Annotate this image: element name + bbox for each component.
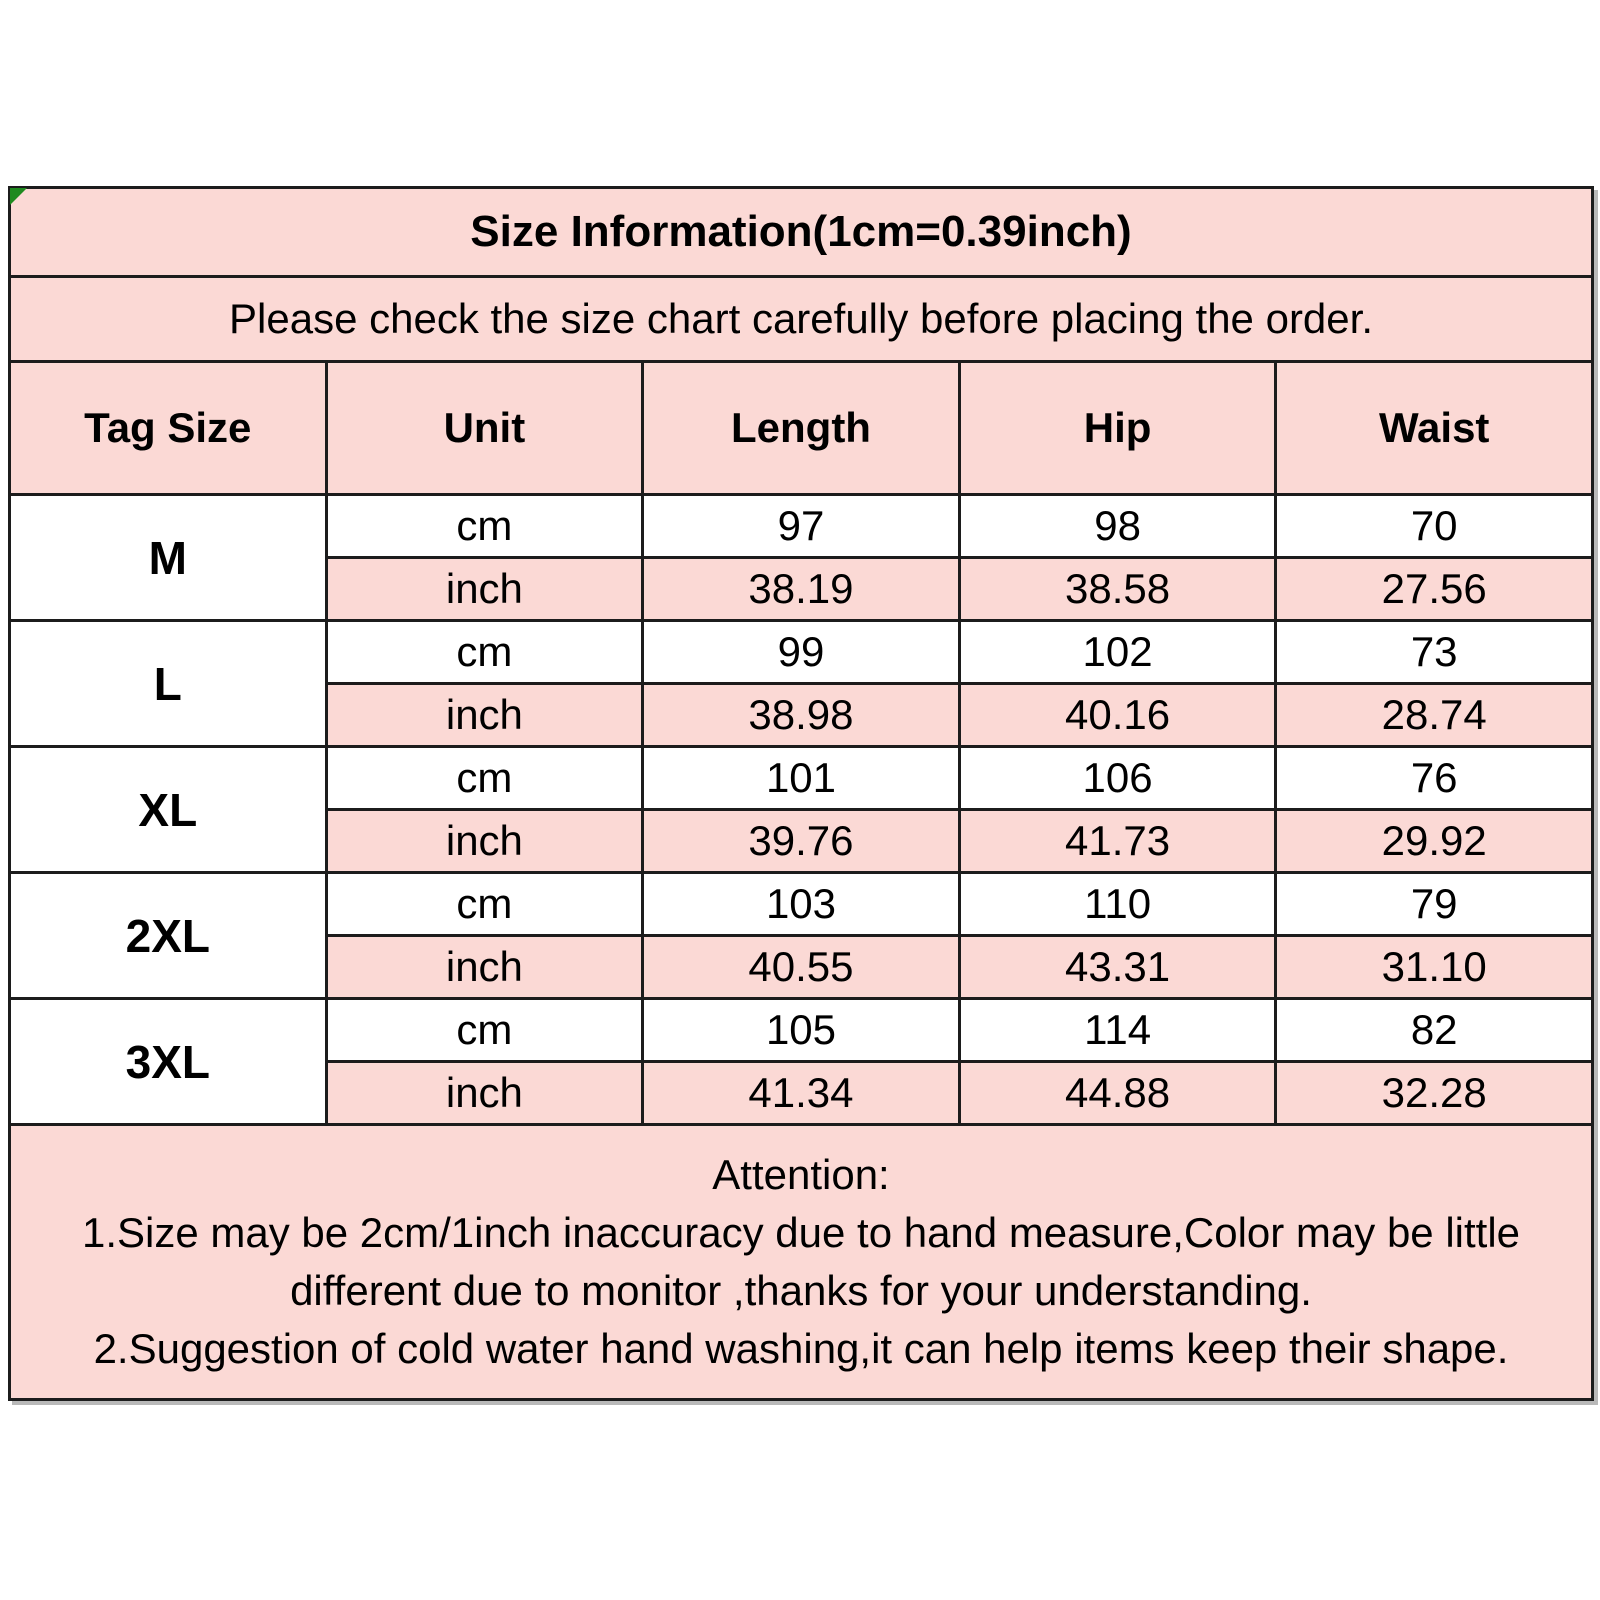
attention-row (10, 1125, 1593, 1400)
table-row-3xl-cm (10, 999, 1593, 1062)
unit-cell: inch (326, 1062, 643, 1125)
unit-cell: cm (326, 873, 643, 936)
tag-size-cell: XL (10, 747, 327, 873)
waist-value: 31.10 (1276, 936, 1593, 999)
length-value: 38.98 (643, 684, 960, 747)
title-row (10, 188, 1593, 277)
hip-value: 110 (959, 873, 1276, 936)
column-header-tag-size: Tag Size (10, 362, 327, 495)
length-value: 99 (643, 621, 960, 684)
tag-size-cell: 3XL (10, 999, 327, 1125)
unit-cell: cm (326, 747, 643, 810)
length-value: 40.55 (643, 936, 960, 999)
unit-cell: cm (326, 999, 643, 1062)
size-table (8, 186, 1594, 1401)
waist-value: 29.92 (1276, 810, 1593, 873)
hip-value: 41.73 (959, 810, 1276, 873)
table-row-xl-cm (10, 747, 1593, 810)
column-header-unit: Unit (326, 362, 643, 495)
length-value: 39.76 (643, 810, 960, 873)
attention-note-1: 1.Size may be 2cm/1inch inaccuracy due to hand measure,Color may be little different due to monitor ,thanks for your understanding. (81, 1209, 1521, 1314)
length-value: 101 (643, 747, 960, 810)
unit-cell: inch (326, 936, 643, 999)
tag-size-cell: M (10, 495, 327, 621)
waist-value: 27.56 (1276, 558, 1593, 621)
length-value: 38.19 (643, 558, 960, 621)
hip-value: 44.88 (959, 1062, 1276, 1125)
attention-section (10, 1125, 1593, 1400)
length-value: 103 (643, 873, 960, 936)
hip-value: 106 (959, 747, 1276, 810)
header-row (10, 362, 1593, 495)
hip-value: 43.31 (959, 936, 1276, 999)
waist-value: 70 (1276, 495, 1593, 558)
table-row-m-cm (10, 495, 1593, 558)
length-value: 41.34 (643, 1062, 960, 1125)
unit-cell: inch (326, 684, 643, 747)
subtitle-row (10, 277, 1593, 362)
table-row-2xl-cm (10, 873, 1593, 936)
unit-cell: cm (326, 495, 643, 558)
unit-cell: inch (326, 558, 643, 621)
waist-value: 82 (1276, 999, 1593, 1062)
tag-size-cell: L (10, 621, 327, 747)
waist-value: 28.74 (1276, 684, 1593, 747)
corner-marker-icon (10, 188, 27, 205)
length-value: 105 (643, 999, 960, 1062)
length-value: 97 (643, 495, 960, 558)
hip-value: 40.16 (959, 684, 1276, 747)
column-header-waist: Waist (1276, 362, 1593, 495)
table-subtitle: Please check the size chart carefully before placing the order. (10, 277, 1593, 362)
waist-value: 76 (1276, 747, 1593, 810)
hip-value: 114 (959, 999, 1276, 1062)
unit-cell: inch (326, 810, 643, 873)
table-row-l-cm (10, 621, 1593, 684)
hip-value: 102 (959, 621, 1276, 684)
waist-value: 79 (1276, 873, 1593, 936)
unit-cell: cm (326, 621, 643, 684)
waist-value: 73 (1276, 621, 1593, 684)
waist-value: 32.28 (1276, 1062, 1593, 1125)
size-table-container (8, 186, 1594, 1401)
tag-size-cell: 2XL (10, 873, 327, 999)
column-header-hip: Hip (959, 362, 1276, 495)
attention-heading: Attention: (712, 1151, 890, 1199)
hip-value: 38.58 (959, 558, 1276, 621)
hip-value: 98 (959, 495, 1276, 558)
column-header-length: Length (643, 362, 960, 495)
table-title: Size Information(1cm=0.39inch) (10, 188, 1593, 277)
attention-note-2: 2.Suggestion of cold water hand washing,it can help items keep their shape. (93, 1324, 1509, 1372)
